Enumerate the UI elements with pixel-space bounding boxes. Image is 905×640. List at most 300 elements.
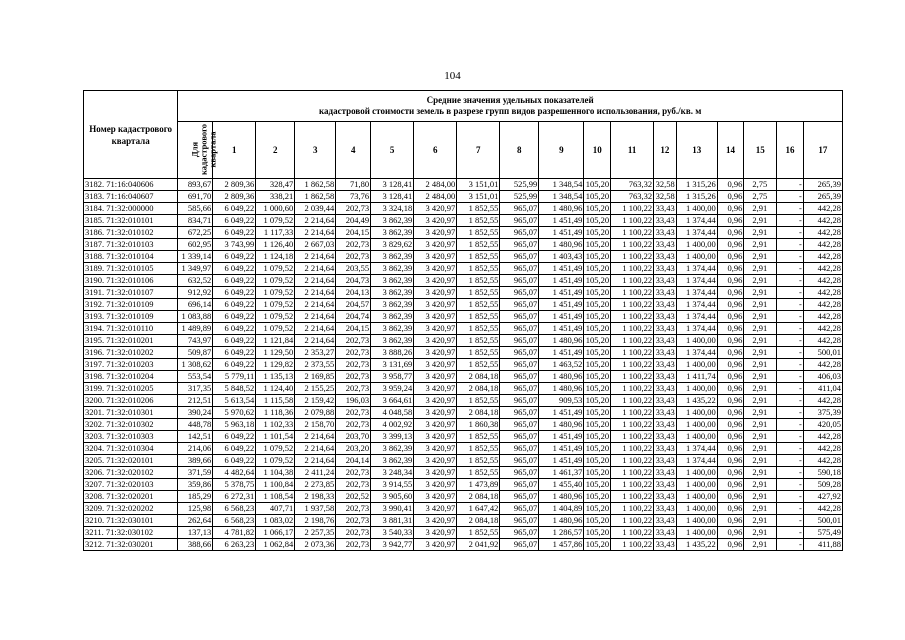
value-cell: 1 451,49 (539, 299, 584, 311)
value-cell: 965,07 (500, 227, 539, 239)
value-cell: - (777, 515, 804, 527)
value-cell: 1 400,00 (676, 383, 717, 395)
value-cell: 105,20 (585, 431, 610, 441)
kv-number-cell: 3189. 71:32:010105 (84, 263, 178, 275)
value-cell: 1 852,55 (457, 467, 500, 479)
value-cell: 3 420,97 (414, 251, 457, 263)
value-cell: 0,96 (717, 227, 744, 239)
value-cell: 105,20 (585, 335, 610, 345)
column-header: 1 (213, 122, 256, 179)
value-cell: - (777, 227, 804, 239)
value-cell: 2 039,44 (295, 203, 336, 215)
value-cell: 3 128,41 (371, 191, 414, 203)
value-cell: 203,70 (336, 431, 371, 443)
value-cell: 965,07 (500, 275, 539, 287)
value-cell: 371,59 (178, 467, 213, 479)
value-cell: 1 435,22 (676, 395, 717, 407)
value-cell: 6 049,22 (213, 431, 256, 443)
value-cell: 3 248,34 (371, 467, 414, 479)
value-cell: 2,91 (744, 527, 777, 539)
value-cell: 442,28 (803, 239, 842, 251)
value-cell: 2,91 (744, 359, 777, 371)
value-cell: 1 374,44 (676, 347, 717, 359)
value-cell: 743,97 (178, 335, 213, 347)
table-row (84, 443, 843, 455)
value-cell: 202,73 (336, 251, 371, 263)
value-cell: 105,20 (585, 407, 610, 417)
kv-number-cell: 3193. 71:32:010109 (84, 311, 178, 323)
table-row (84, 467, 843, 479)
value-cell: 1 129,82 (256, 359, 295, 371)
kv-number-cell: 3182. 71:16:040606 (84, 179, 178, 191)
value-cell: 1 451,49 (539, 275, 584, 287)
value-cell: 375,39 (803, 407, 842, 419)
column-header: 2 (256, 122, 295, 179)
value-cell: 33,43 (655, 359, 675, 369)
value-cell: 2,91 (744, 311, 777, 323)
value-cell: 965,07 (500, 239, 539, 251)
value-cell: 696,14 (178, 299, 213, 311)
value-cell: 2,91 (744, 347, 777, 359)
value-cell: 33,43 (655, 395, 675, 405)
value-cell: 105,20 (585, 467, 610, 477)
value-cell: 1 100,22 (611, 419, 654, 431)
column-header: 8 (500, 122, 539, 179)
value-cell: 442,28 (803, 335, 842, 347)
kv-number-cell: 3211. 71:32:030102 (84, 527, 178, 539)
value-cell: 33,43 (655, 311, 675, 321)
value-cell: 202,73 (336, 383, 371, 395)
value-cell: 0,96 (717, 323, 744, 335)
value-cell: 1 451,49 (539, 287, 584, 299)
value-cell: 0,96 (717, 467, 744, 479)
value-cell: 202,73 (336, 371, 371, 383)
value-cell: 105,20 (585, 323, 610, 333)
value-cell: 0,96 (717, 383, 744, 395)
value-cell: 965,07 (500, 359, 539, 371)
value-cell: - (777, 323, 804, 335)
value-cell: 965,07 (500, 299, 539, 311)
value-cell: 3 420,97 (414, 371, 457, 383)
value-cell: 834,71 (178, 215, 213, 227)
value-cell: 1 100,22 (611, 431, 654, 443)
value-cell: 105,20 (585, 419, 610, 429)
kv-number-cell: 3194. 71:32:010110 (84, 323, 178, 335)
value-cell: 5 378,75 (213, 479, 256, 491)
value-cell: 0,96 (717, 263, 744, 275)
value-cell: - (777, 347, 804, 359)
value-cell: 105,20 (585, 227, 610, 237)
value-cell: 3 420,97 (414, 311, 457, 323)
value-cell: 2,91 (744, 515, 777, 527)
value-cell: 585,66 (178, 203, 213, 215)
value-cell: 1 315,26 (676, 191, 717, 203)
value-cell: 1 435,22 (676, 539, 717, 551)
value-cell: 33,43 (655, 515, 675, 525)
value-cell: 442,28 (803, 443, 842, 455)
kv-number-cell: 3195. 71:32:010201 (84, 335, 178, 347)
value-cell: 5 613,54 (213, 395, 256, 407)
value-cell: 33,43 (655, 347, 675, 357)
value-cell: 1 100,22 (611, 215, 654, 227)
value-cell: 202,73 (336, 419, 371, 431)
value-cell: 33,43 (655, 287, 675, 297)
value-cell: 3 420,97 (414, 395, 457, 407)
value-cell: 33,43 (655, 467, 675, 477)
kv-number-cell: 3209. 71:32:020202 (84, 503, 178, 515)
value-cell: 3 324,18 (371, 203, 414, 215)
kv-number-cell: 3198. 71:32:010204 (84, 371, 178, 383)
column-header: 7 (457, 122, 500, 179)
value-cell: 328,47 (256, 179, 295, 191)
kv-number-cell: 3190. 71:32:010106 (84, 275, 178, 287)
kv-number-cell: 3207. 71:32:020103 (84, 479, 178, 491)
kv-number-cell: 3204. 71:32:010304 (84, 443, 178, 455)
value-cell: 509,28 (803, 479, 842, 491)
value-cell: 763,32 (611, 191, 654, 203)
value-cell: 1 451,49 (539, 347, 584, 359)
value-cell: 6 049,22 (213, 263, 256, 275)
value-cell: 2,91 (744, 419, 777, 431)
value-cell: - (777, 215, 804, 227)
value-cell: 1 400,00 (676, 251, 717, 263)
value-cell: 33,43 (655, 203, 675, 213)
value-cell: 965,07 (500, 395, 539, 407)
value-cell: 1 100,22 (611, 203, 654, 215)
value-cell: 1 400,00 (676, 479, 717, 491)
value-cell: 1 079,52 (256, 215, 295, 227)
value-cell: 1 126,40 (256, 239, 295, 251)
value-cell: 202,73 (336, 359, 371, 371)
value-cell: 2,91 (744, 443, 777, 455)
value-cell: 1 100,22 (611, 239, 654, 251)
value-cell: 1 100,22 (611, 287, 654, 299)
value-cell: 1 083,88 (178, 311, 213, 323)
value-cell: - (777, 287, 804, 299)
value-cell: 33,43 (655, 371, 675, 381)
value-cell: 33,43 (655, 383, 675, 393)
table-row (84, 515, 843, 527)
value-cell: 3 862,39 (371, 299, 414, 311)
value-cell: 3 420,97 (414, 347, 457, 359)
value-cell: 407,71 (256, 503, 295, 515)
value-cell: - (777, 311, 804, 323)
column-header: 13 (676, 122, 717, 179)
value-cell: 3 862,39 (371, 323, 414, 335)
value-cell: 2,91 (744, 467, 777, 479)
value-cell: - (777, 335, 804, 347)
value-cell: 1 339,14 (178, 251, 213, 263)
value-cell: 2,91 (744, 407, 777, 419)
value-cell: 525,99 (500, 191, 539, 203)
value-cell: 4 781,82 (213, 527, 256, 539)
table-row (84, 263, 843, 275)
value-cell: 1 400,00 (676, 503, 717, 515)
value-cell: 1 100,22 (611, 275, 654, 287)
value-cell: 32,58 (655, 191, 675, 201)
value-cell: 442,28 (803, 395, 842, 407)
value-cell: 1 647,42 (457, 503, 500, 515)
value-cell: 965,07 (500, 323, 539, 335)
value-cell: 1 852,55 (457, 527, 500, 539)
value-cell: 3 420,97 (414, 323, 457, 335)
value-cell: 2,91 (744, 323, 777, 335)
value-cell: 33,43 (655, 431, 675, 441)
value-cell: 105,20 (585, 179, 610, 189)
value-cell: 1 079,52 (256, 323, 295, 335)
value-cell: 1 374,44 (676, 299, 717, 311)
value-cell: 575,49 (803, 527, 842, 539)
table-row (84, 431, 843, 443)
value-cell: 1 852,55 (457, 215, 500, 227)
value-cell: - (777, 263, 804, 275)
value-cell: 1 079,52 (256, 263, 295, 275)
value-cell: 2,91 (744, 227, 777, 239)
value-cell: 965,07 (500, 407, 539, 419)
value-cell: 0,96 (717, 503, 744, 515)
value-cell: 1 129,50 (256, 347, 295, 359)
value-cell: 3 862,39 (371, 287, 414, 299)
value-cell: 202,73 (336, 335, 371, 347)
value-cell: 388,66 (178, 539, 213, 551)
value-cell: 3 128,41 (371, 179, 414, 191)
value-cell: 965,07 (500, 263, 539, 275)
value-cell: 1 852,55 (457, 275, 500, 287)
value-cell: 3 958,77 (371, 371, 414, 383)
value-cell: 33,43 (655, 239, 675, 249)
value-cell: 442,28 (803, 203, 842, 215)
value-cell: - (777, 491, 804, 503)
value-cell: 105,20 (585, 359, 610, 369)
value-cell: 204,74 (336, 311, 371, 323)
value-cell: 2,75 (744, 179, 777, 191)
value-cell: 1 100,22 (611, 395, 654, 407)
value-cell: 1 852,55 (457, 239, 500, 251)
value-cell: 196,03 (336, 395, 371, 407)
value-cell: 212,51 (178, 395, 213, 407)
column-header: 14 (717, 122, 744, 179)
value-cell: 1 066,17 (256, 527, 295, 539)
value-cell: 6 272,31 (213, 491, 256, 503)
value-cell: 1 404,89 (539, 503, 584, 515)
value-cell: 442,28 (803, 323, 842, 335)
value-cell: 1 100,22 (611, 299, 654, 311)
value-cell: 3 914,55 (371, 479, 414, 491)
super-header (178, 91, 843, 122)
value-cell: 1 374,44 (676, 227, 717, 239)
value-cell: 204,14 (336, 455, 371, 467)
kv-number-cell: 3183. 71:16:040607 (84, 191, 178, 203)
column-header: 16 (777, 122, 804, 179)
value-cell: 893,67 (178, 179, 213, 191)
value-cell: 965,07 (500, 251, 539, 263)
kv-vertical-header: Для кадастрового квартала (178, 122, 213, 179)
value-cell: 2 084,18 (457, 371, 500, 383)
value-cell: 33,43 (655, 503, 675, 513)
value-cell: 33,43 (655, 227, 675, 237)
value-cell: 1 079,52 (256, 299, 295, 311)
value-cell: 1 100,22 (611, 407, 654, 419)
value-cell: 0,96 (717, 299, 744, 311)
value-cell: 2 084,18 (457, 515, 500, 527)
value-cell: 411,88 (803, 539, 842, 551)
value-cell: 442,28 (803, 215, 842, 227)
value-cell: 1 374,44 (676, 311, 717, 323)
value-cell: 185,29 (178, 491, 213, 503)
value-cell: 2,91 (744, 431, 777, 443)
value-cell: 1 100,22 (611, 311, 654, 323)
value-cell: 3 420,97 (414, 491, 457, 503)
value-cell: 202,73 (336, 503, 371, 515)
value-cell: 202,73 (336, 407, 371, 419)
value-cell: 553,54 (178, 371, 213, 383)
value-cell: 1 121,84 (256, 335, 295, 347)
value-cell: 2 273,85 (295, 479, 336, 491)
value-cell: 2,91 (744, 251, 777, 263)
value-cell: 33,43 (655, 455, 675, 465)
value-cell: 203,55 (336, 263, 371, 275)
value-cell: 442,28 (803, 227, 842, 239)
value-cell: 265,39 (803, 179, 842, 191)
value-cell: 1 101,54 (256, 431, 295, 443)
value-cell: 1 852,55 (457, 347, 500, 359)
value-cell: 3 420,97 (414, 527, 457, 539)
value-cell: 0,96 (717, 203, 744, 215)
value-cell: 33,43 (655, 299, 675, 309)
table-body (84, 179, 843, 551)
value-cell: 389,66 (178, 455, 213, 467)
value-cell: 1 104,38 (256, 467, 295, 479)
value-cell: 1 451,49 (539, 323, 584, 335)
table-row (84, 239, 843, 251)
value-cell: - (777, 179, 804, 191)
value-cell: 142,51 (178, 431, 213, 443)
column-header: 9 (539, 122, 584, 179)
value-cell: 33,43 (655, 443, 675, 453)
value-cell: 1 374,44 (676, 263, 717, 275)
value-cell: 2 214,64 (295, 287, 336, 299)
value-cell: 965,07 (500, 347, 539, 359)
value-cell: 2,91 (744, 491, 777, 503)
value-cell: 1 400,00 (676, 467, 717, 479)
value-cell: 105,20 (585, 239, 610, 249)
value-cell: 3 829,62 (371, 239, 414, 251)
value-cell: 3 420,97 (414, 287, 457, 299)
value-cell: 6 049,22 (213, 251, 256, 263)
value-cell: 2,91 (744, 539, 777, 551)
super-header-line1: Средние значения удельных показателей (426, 95, 594, 105)
value-cell: 3 420,97 (414, 299, 457, 311)
value-cell: 1 451,49 (539, 455, 584, 467)
value-cell: 1 000,60 (256, 203, 295, 215)
value-cell: 1 100,22 (611, 263, 654, 275)
value-cell: 2 353,27 (295, 347, 336, 359)
value-cell: 33,43 (655, 323, 675, 333)
value-cell: 203,20 (336, 443, 371, 455)
value-cell: 1 100,22 (611, 371, 654, 383)
value-cell: 3 881,31 (371, 515, 414, 527)
value-cell: 359,86 (178, 479, 213, 491)
value-cell: 1 100,22 (611, 479, 654, 491)
value-cell: 0,96 (717, 371, 744, 383)
value-cell: 965,07 (500, 203, 539, 215)
value-cell: 965,07 (500, 467, 539, 479)
value-cell: 2 214,64 (295, 455, 336, 467)
table-row (84, 371, 843, 383)
value-cell: 965,07 (500, 455, 539, 467)
value-cell: 105,20 (585, 299, 610, 309)
value-cell: 204,73 (336, 275, 371, 287)
value-cell: 1 135,13 (256, 371, 295, 383)
value-cell: 1 451,49 (539, 227, 584, 239)
value-cell: 1 852,55 (457, 431, 500, 443)
value-cell: 3 420,97 (414, 227, 457, 239)
value-cell: 33,43 (655, 215, 675, 225)
value-cell: 2 079,88 (295, 407, 336, 419)
value-cell: 1 100,22 (611, 443, 654, 455)
value-cell: 1 100,22 (611, 323, 654, 335)
value-cell: 0,96 (717, 431, 744, 443)
kv-number-cell: 3205. 71:32:020101 (84, 455, 178, 467)
value-cell: 2,91 (744, 395, 777, 407)
kv-number-cell: 3210. 71:32:030101 (84, 515, 178, 527)
value-cell: 1 374,44 (676, 275, 717, 287)
value-cell: 33,43 (655, 527, 675, 537)
value-cell: 32,58 (655, 179, 675, 189)
value-cell: 105,20 (585, 395, 610, 405)
value-cell: 442,28 (803, 275, 842, 287)
value-cell: 965,07 (500, 371, 539, 383)
value-cell: 1 463,52 (539, 359, 584, 371)
column-header: 5 (371, 122, 414, 179)
value-cell: 0,96 (717, 275, 744, 287)
value-cell: - (777, 371, 804, 383)
value-cell: 1 400,00 (676, 419, 717, 431)
value-cell: 204,57 (336, 299, 371, 311)
value-cell: 1 083,02 (256, 515, 295, 527)
value-cell: 2 158,70 (295, 419, 336, 431)
value-cell: 105,20 (585, 191, 610, 201)
value-cell: 2 198,76 (295, 515, 336, 527)
value-cell: 1 852,55 (457, 251, 500, 263)
kv-number-cell: 3184. 71:32:000000 (84, 203, 178, 215)
table-row (84, 491, 843, 503)
value-cell: 1 852,55 (457, 395, 500, 407)
value-cell: 1 852,55 (457, 323, 500, 335)
value-cell: 2 155,25 (295, 383, 336, 395)
table-row (84, 311, 843, 323)
value-cell: 1 411,74 (676, 371, 717, 383)
value-cell: 3 862,39 (371, 227, 414, 239)
value-cell: 1 400,00 (676, 407, 717, 419)
value-cell: 3 942,77 (371, 539, 414, 551)
value-cell: 1 852,55 (457, 263, 500, 275)
value-cell: 1 852,55 (457, 311, 500, 323)
value-cell: 965,07 (500, 515, 539, 527)
value-cell: - (777, 455, 804, 467)
value-cell: 3 420,97 (414, 203, 457, 215)
value-cell: 204,49 (336, 215, 371, 227)
value-cell: 1 852,55 (457, 443, 500, 455)
value-cell: 0,96 (717, 479, 744, 491)
value-cell: 202,73 (336, 203, 371, 215)
column-header: 11 (611, 122, 654, 179)
value-cell: 105,20 (585, 347, 610, 357)
value-cell: 0,96 (717, 455, 744, 467)
value-cell: - (777, 407, 804, 419)
value-cell: 3 420,97 (414, 479, 457, 491)
value-cell: 2,91 (744, 383, 777, 395)
